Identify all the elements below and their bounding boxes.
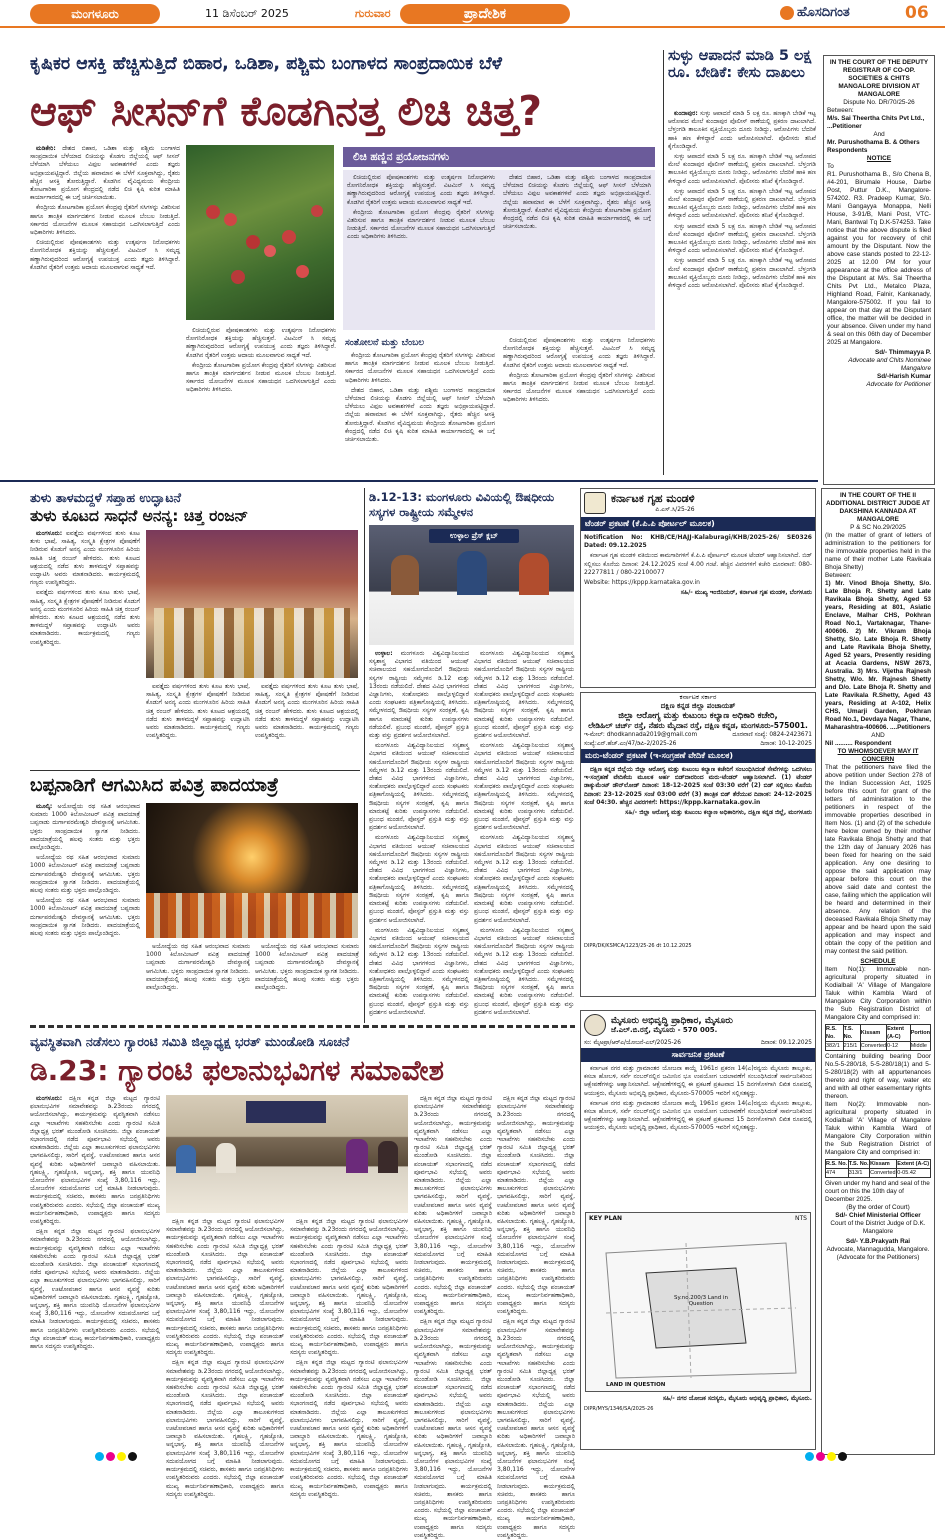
lead-body-col3 [345,337,495,475]
registration-marks-left [95,1446,139,1465]
notice1-body: R1. Purushothama B., S/o Chena B, #4-201, Birumale House, Darbe Post, Puttur D.K., Mangalore-574202. R3. Pradeep Kumar, S/o. Mani Gangayya Monappa, Nelli House, 3-91/B, Mani Post, VTC- Mani, Bantwal Tq D.K-574253. Take notice that the above dispute is filed against you for recovery of chit amount by the Disputant. Now the above case stands posted to 22-12-2025 at 12.00 PM for your appearance at the office address of the Disputant at M/s. Sai Theertha Chits Pvt Ltd., Metalco Plaza, Highland Road, Falnir, Kankanady, Mangalore-575002. If you fail to appear on that day at the Disputant office, the matter will be decided in your absence. Given under my hand & seal on this 06th day of December 2025 at Mangalore. [827,171,931,346]
tulu-kicker: ತುಳು ತಾಳಮದ್ದಳೆ ಸಪ್ತಾಹ ಉದ್ಘಾಟನೆ [30,490,181,505]
khb-ref: ಪಿ.ಎಸ್.ಸಿ/25-26 [655,506,695,513]
guarantee-body-col2 [166,1218,284,1498]
table-head-cell: T.S. No. [848,1161,869,1167]
khb-bar-text: ಟೆಂಡರ್ ಪ್ರಕಟಣೆ [585,519,629,528]
nts-label: NTS [795,1215,807,1222]
conf-body1: ಮಂಗಳೂರು ವಿಶ್ವವಿದ್ಯಾನಿಲಯದ ಸಸ್ಯಶಾಸ್ತ್ರ ವಿಭಾಗದ ವತಿಯಿಂದ ಆಯುಷ್ ಸಚಿವಾಲಯದ ಸಹಯೋಗದೊಂದಿಗೆ ಔಷಧೀಯ ಸಸ್ಯಗಳ ರಾಷ್ಟ್ರೀಯ ಸಮ್ಮೇಳನ ಡಿ.12 ಮತ್ತು 13ರಂದು ನಡೆಯಲಿದೆ. ದೇಶದ ವಿವಿಧ ಭಾಗಗಳಿಂದ ವಿಜ್ಞಾನಿಗಳು, ಸಂಶೋಧಕರು ಪಾಲ್ಗೊಳ್ಳಲಿದ್ದಾರೆ ಎಂದು ಸಂಘಟಕರು ಪತ್ರಿಕಾಗೋಷ್ಠಿಯಲ್ಲಿ ತಿಳಿಸಿದರು. ಸಮ್ಮೇಳನದಲ್ಲಿ ಔಷಧೀಯ ಸಸ್ಯಗಳ ಸಂರಕ್ಷಣೆ, ಕೃಷಿ ಹಾಗೂ ಮಾರುಕಟ್ಟೆ ಕುರಿತು ಉಪನ್ಯಾಸಗಳು ನಡೆಯಲಿವೆ. ಪ್ರಬಂಧ ಮಂಡನೆ, ಪೋಸ್ಟರ್ ಪ್ರಸ್ತುತಿ ಮತ್ತು ವಸ್ತು ಪ್ರದರ್ಶನ ಆಯೋಜಿಸಲಾಗಿದೆ. [369,650,469,740]
land-parcel [646,1268,746,1348]
guarantee-body4: ದಕ್ಷಿಣ ಕನ್ನಡ ಜಿಲ್ಲಾ ಮಟ್ಟದ ಗ್ಯಾರಂಟಿ ಫಲಾನುಭವಿಗಳ ಸಮಾವೇಶವನ್ನು ಡಿ.23ರಂದು ನಗರದಲ್ಲಿ ಆಯೋಜಿಸಲಾಗಿದ್ದು, ಕಾರ್ಯಕ್ರಮವನ್ನು ವ್ಯವಸ್ಥಿತವಾಗಿ ನಡೆಸಲು ಎಲ್ಲಾ ಇಲಾಖೆಗಳು ಸಹಕರಿಸಬೇಕು ಎಂದು ಗ್ಯಾರಂಟಿ ಸಮಿತಿ ಜಿಲ್ಲಾಧ್ಯಕ್ಷ ಭರತ್ ಮುಂಡೋಡಿ ಸೂಚಿಸಿದರು. ಜಿಲ್ಲಾ ಪಂಚಾಯತ್ ಸಭಾಂಗಣದಲ್ಲಿ ನಡೆದ ಪೂರ್ವಭಾವಿ ಸಭೆಯಲ್ಲಿ ಅವರು ಮಾತನಾಡಿದರು. ಜಿಲ್ಲೆಯ ಎಲ್ಲಾ ತಾಲೂಕುಗಳಿಂದ ಫಲಾನುಭವಿಗಳು ಭಾಗವಹಿಸಲಿದ್ದು, ಸಾರಿಗೆ ವ್ಯವಸ್ಥೆ, ಊಟೋಪಚಾರ ಹಾಗೂ ಆಸನ ವ್ಯವಸ್ಥೆ ಕುರಿತು ಅಧಿಕಾರಿಗಳಿಗೆ ಜವಾಬ್ದಾರಿ ವಹಿಸಲಾಯಿತು. ಗೃಹಲಕ್ಷ್ಮಿ, ಗೃಹಜ್ಯೋತಿ, ಅನ್ನಭಾಗ್ಯ, ಶಕ್ತಿ ಹಾಗೂ ಯುವನಿಧಿ ಯೋಜನೆಗಳ ಫಲಾನುಭವಿಗಳ ಸಂಖ್ಯೆ 3,80,116 ಇದ್ದು, ಯೋಜನೆಗಳ ಸದುಪಯೋಗದ ಬಗ್ಗೆ ಮಾಹಿತಿ ನೀಡಲಾಗುವುದು. ಕಾರ್ಯಕ್ರಮದಲ್ಲಿ ಸಚಿವರು, ಶಾಸಕರು ಹಾಗೂ ಜನಪ್ರತಿನಿಧಿಗಳು ಉಪಸ್ಥಿತರಿರುವರು ಎಂದರು. ಸಭೆಯಲ್ಲಿ ಜಿಲ್ಲಾ ಪಂಚಾಯತ್ ಮುಖ್ಯ ಕಾರ್ಯನಿರ್ವಹಣಾಧಿಕಾರಿ, ಉಪಾಧ್ಯಕ್ಷರು ಹಾಗೂ ಸದಸ್ಯರು ಉಪಸ್ಥಿತರಿದ್ದರು. [166,1359,284,1498]
lead-body2a: ಲಿಚಿಯಲ್ಲಿರುವ ಪೋಷಕಾಂಶಗಳು ಮತ್ತು ಉತ್ಕರ್ಷಣ ನಿರೋಧಕಗಳು ರೋಗನಿರೋಧಕ ಶಕ್ತಿಯನ್ನು ಹೆಚ್ಚಿಸುತ್ತವೆ. ವಿಟಮಿನ್ ಸಿ ಸಮೃದ್ಧ ಹಣ್ಣಾಗಿರುವುದರಿಂದ ಆರೋಗ್ಯಕ್ಕೆ ಉಪಯುಕ್ತ ಎಂದು ತಜ್ಞರು ತಿಳಿಸಿದ್ದಾರೆ. ಕೊಡಗಿನ ರೈತರಿಗೆ ಉತ್ತಮ ಆದಾಯ ಮೂಲವಾಗುವ ಸಾಧ್ಯತೆ ಇದೆ. [30,239,180,271]
lead-body1c: ದೇಶದ ಬಿಹಾರ, ಒಡಿಶಾ ಮತ್ತು ಪಶ್ಚಿಮ ಬಂಗಾಳದ ಸಾಂಪ್ರದಾಯಿಕ ಬೆಳೆಯಾದ ಲಿಚಿಯನ್ನು ಕೊಡಗು ಜಿಲ್ಲೆಯಲ್ಲಿ ಆಫ್ ಸೀಸನ್ ಬೆಳೆಯಾಗಿ ಬೆಳೆಯಲು ವಿಫುಲ ಅವಕಾಶಗಳಿವೆ ಎಂದು ತಜ್ಞರು ಅಭಿಪ್ರಾಯಪಟ್ಟಿದ್ದಾರೆ. ಜಿಲ್ಲೆಯ ಹವಾಮಾನ ಈ ಬೆಳೆಗೆ ಸೂಕ್ತವಾಗಿದ್ದು, ರೈತರು ಹೆಚ್ಚಿನ ಆಸಕ್ತಿ ತೋರುತ್ತಿದ್ದಾರೆ. ಕೊಡಗಿನ ವೈವಿಧ್ಯಮಯ ಕೇಂದ್ರೀಯ ತೋಟಗಾರಿಕಾ ಪ್ರಯೋಗ ಕೇಂದ್ರದಲ್ಲಿ ನಡೆದ ಲಿಚಿ ಕೃಷಿ ಕುರಿತ ಮಾಹಿತಿ ಕಾರ್ಯಾಗಾರದಲ್ಲಿ ಈ ಬಗ್ಗೆ ಚರ್ಚಿಸಲಾಯಿತು. [345,386,495,444]
section-divider-2 [30,1025,575,1028]
table-head-cell: Extent (A-C) [897,1161,930,1167]
guarantee-meeting-photo [166,1095,408,1213]
khb-body: ಕರ್ನಾಟಕ ಗೃಹ ಮಂಡಳಿ ವತಿಯಿಂದ ಕಾಮಗಾರಿಗಳಿಗೆ ಕೆ.ಪಿ.ಪಿ ಪೋರ್ಟಲ್ ಮೂಲಕ ಟೆಂಡರ್ ಆಹ್ವಾನಿಸಲಾಗಿದೆ. ಬಿಡ್ ಸಲ್ಲಿಸಲು ಕೊನೆಯ ದಿನಾಂಕ: 24.12.2025 ಸಂಜೆ 4.00 ಗಂಟೆ. ಹೆಚ್ಚಿನ ವಿವರಗಳಿಗೆ ಕಚೇರಿ ದೂರವಾಣಿ: 080-22277811 / 080-22100077 [584,552,812,576]
notice1-sign1: Sd/- Thimmayya P. [875,349,931,356]
side-headline: ಸುಳ್ಳು ಆಪಾದನೆ ಮಾಡಿ 5 ಲಕ್ಷ ರೂ. ಬೇಡಿಕೆ: ಕೇಸು ದಾಖಲು [668,48,812,81]
conf-body8: ಮಂಗಳೂರು ವಿಶ್ವವಿದ್ಯಾನಿಲಯದ ಸಸ್ಯಶಾಸ್ತ್ರ ವಿಭಾಗದ ವತಿಯಿಂದ ಆಯುಷ್ ಸಚಿವಾಲಯದ ಸಹಯೋಗದೊಂದಿಗೆ ಔಷಧೀಯ ಸಸ್ಯಗಳ ರಾಷ್ಟ್ರೀಯ ಸಮ್ಮೇಳನ ಡಿ.12 ಮತ್ತು 13ರಂದು ನಡೆಯಲಿದೆ. ದೇಶದ ವಿವಿಧ ಭಾಗಗಳಿಂದ ವಿಜ್ಞಾನಿಗಳು, ಸಂಶೋಧಕರು ಪಾಲ್ಗೊಳ್ಳಲಿದ್ದಾರೆ ಎಂದು ಸಂಘಟಕರು ಪತ್ರಿಕಾಗೋಷ್ಠಿಯಲ್ಲಿ ತಿಳಿಸಿದರು. ಸಮ್ಮೇಳನದಲ್ಲಿ ಔಷಧೀಯ ಸಸ್ಯಗಳ ಸಂರಕ್ಷಣೆ, ಕೃಷಿ ಹಾಗೂ ಮಾರುಕಟ್ಟೆ ಕುರಿತು ಉಪನ್ಯಾಸಗಳು ನಡೆಯಲಿವೆ. ಪ್ರಬಂಧ ಮಂಡನೆ, ಪೋಸ್ಟರ್ ಪ್ರಸ್ತುತಿ ಮತ್ತು ವಸ್ತು ಪ್ರದರ್ಶನ ಆಯೋಜಿಸಲಾಗಿದೆ. [474,926,574,1016]
tulu-body4: ಐವತ್ತೈದು ವರ್ಷಗಳಿಂದ ತುಳು ಕೂಟ ತುಳು ಭಾಷೆ, ಸಾಹಿತ್ಯ, ಸಂಸ್ಕೃತಿ ಕ್ಷೇತ್ರಗಳ ಪೋಷಣೆಗೆ ನೀಡಿರುವ ಕೊಡುಗೆ ಅನನ್ಯ ಎಂದು ಮಂಗಳೂರಿನ ಹಿರಿಯ ಸಾಹಿತಿ ಚಿತ್ತ ರಂಜನ್ ಹೇಳಿದರು. ತುಳು ಕೂಟದ ಆಶ್ರಯದಲ್ಲಿ ನಡೆದ ತುಳು ತಾಳಮದ್ದಳೆ ಸಪ್ತಾಹವನ್ನು ಉದ್ಘಾಟಿಸಿ ಅವರು ಮಾತನಾಡಿದರು. ಕಾರ್ಯಕ್ರಮದಲ್ಲಿ ಗಣ್ಯರು ಉಪಸ್ಥಿತರಿದ್ದರು. [255,683,359,740]
notice1-between: Between: [827,107,854,114]
notice1-court: IN THE COURT OF THE DEPUTY REGISTRAR OF CO-OP. SOCIETIES & CHITS MANGALORE DIVISION AT MANGALORE [829,59,929,98]
guarantee-body3: ದಕ್ಷಿಣ ಕನ್ನಡ ಜಿಲ್ಲಾ ಮಟ್ಟದ ಗ್ಯಾರಂಟಿ ಫಲಾನುಭವಿಗಳ ಸಮಾವೇಶವನ್ನು ಡಿ.23ರಂದು ನಗರದಲ್ಲಿ ಆಯೋಜಿಸಲಾಗಿದ್ದು, ಕಾರ್ಯಕ್ರಮವನ್ನು ವ್ಯವಸ್ಥಿತವಾಗಿ ನಡೆಸಲು ಎಲ್ಲಾ ಇಲಾಖೆಗಳು ಸಹಕರಿಸಬೇಕು ಎಂದು ಗ್ಯಾರಂಟಿ ಸಮಿತಿ ಜಿಲ್ಲಾಧ್ಯಕ್ಷ ಭರತ್ ಮುಂಡೋಡಿ ಸೂಚಿಸಿದರು. ಜಿಲ್ಲಾ ಪಂಚಾಯತ್ ಸಭಾಂಗಣದಲ್ಲಿ ನಡೆದ ಪೂರ್ವಭಾವಿ ಸಭೆಯಲ್ಲಿ ಅವರು ಮಾತನಾಡಿದರು. ಜಿಲ್ಲೆಯ ಎಲ್ಲಾ ತಾಲೂಕುಗಳಿಂದ ಫಲಾನುಭವಿಗಳು ಭಾಗವಹಿಸಲಿದ್ದು, ಸಾರಿಗೆ ವ್ಯವಸ್ಥೆ, ಊಟೋಪಚಾರ ಹಾಗೂ ಆಸನ ವ್ಯವಸ್ಥೆ ಕುರಿತು ಅಧಿಕಾರಿಗಳಿಗೆ ಜವಾಬ್ದಾರಿ ವಹಿಸಲಾಯಿತು. ಗೃಹಲಕ್ಷ್ಮಿ, ಗೃಹಜ್ಯೋತಿ, ಅನ್ನಭಾಗ್ಯ, ಶಕ್ತಿ ಹಾಗೂ ಯುವನಿಧಿ ಯೋಜನೆಗಳ ಫಲಾನುಭವಿಗಳ ಸಂಖ್ಯೆ 3,80,116 ಇದ್ದು, ಯೋಜನೆಗಳ ಸದುಪಯೋಗದ ಬಗ್ಗೆ ಮಾಹಿತಿ ನೀಡಲಾಗುವುದು. ಕಾರ್ಯಕ್ರಮದಲ್ಲಿ ಸಚಿವರು, ಶಾಸಕರು ಹಾಗೂ ಜನಪ್ರತಿನಿಧಿಗಳು ಉಪಸ್ಥಿತರಿರುವರು ಎಂದರು. ಸಭೆಯಲ್ಲಿ ಜಿಲ್ಲಾ ಪಂಚಾಯತ್ ಮುಖ್ಯ ಕಾರ್ಯನಿರ್ವಹಣಾಧಿಕಾರಿ, ಉಪಾಧ್ಯಕ್ಷರು ಹಾಗೂ ಸದಸ್ಯರು ಉಪಸ್ಥಿತರಿದ್ದರು. [166,1218,284,1357]
table-head-cell: R.S. No. [826,1025,844,1042]
notice2-body: That the petitioners have filed the above petition under Section 278 of the Indian Succession Act, 1925 before this court for grant of the letters of administration to the petitioners in respect of the immovable properties described in Item Nos. (1) and (2) of the schedule here below owned by their mother late Ravikala Bhoja Shetty and that the 12th day of January 2026 has been fixed for hearing on the said application. Any one desiring to oppose the said application may appear before this court on the above said date and contest the case, failing which the application will be heard and determined in their absence. Any relation of the deceased Ravikala Bhoja Shetty may appear and be heard upon the said application and may inspect and obtain the copy of the petition and may contest the said petition. [825,764,931,955]
table-cell: 215/1 [843,1042,860,1051]
notice2-sign2-role: Advocate, Mannagudda, Mangalore. (Advocate for the Petitioners) [826,1246,930,1261]
lead-body-col2 [186,327,336,475]
lead-kicker: ಕೃಷಿಕರ ಆಸಕ್ತಿ ಹೆಚ್ಚಿಸುತ್ತಿದೆ ಬಿಹಾರ, ಒಡಿಶಾ, ಪಶ್ಚಿಮ ಬಂಗಾಳದ ಸಾಂಪ್ರದಾಯಿಕ ಬೆಳೆ [30,54,502,74]
lead-body-col1 [30,145,180,475]
conf-body-col1 [369,650,469,1022]
litchi-photo [186,145,334,320]
guarantee-body7: ದಕ್ಷಿಣ ಕನ್ನಡ ಜಿಲ್ಲಾ ಮಟ್ಟದ ಗ್ಯಾರಂಟಿ ಫಲಾನುಭವಿಗಳ ಸಮಾವೇಶವನ್ನು ಡಿ.23ರಂದು ನಗರದಲ್ಲಿ ಆಯೋಜಿಸಲಾಗಿದ್ದು, ಕಾರ್ಯಕ್ರಮವನ್ನು ವ್ಯವಸ್ಥಿತವಾಗಿ ನಡೆಸಲು ಎಲ್ಲಾ ಇಲಾಖೆಗಳು ಸಹಕರಿಸಬೇಕು ಎಂದು ಗ್ಯಾರಂಟಿ ಸಮಿತಿ ಜಿಲ್ಲಾಧ್ಯಕ್ಷ ಭರತ್ ಮುಂಡೋಡಿ ಸೂಚಿಸಿದರು. ಜಿಲ್ಲಾ ಪಂಚಾಯತ್ ಸಭಾಂಗಣದಲ್ಲಿ ನಡೆದ ಪೂರ್ವಭಾವಿ ಸಭೆಯಲ್ಲಿ ಅವರು ಮಾತನಾಡಿದರು. ಜಿಲ್ಲೆಯ ಎಲ್ಲಾ ತಾಲೂಕುಗಳಿಂದ ಫಲಾನುಭವಿಗಳು ಭಾಗವಹಿಸಲಿದ್ದು, ಸಾರಿಗೆ ವ್ಯವಸ್ಥೆ, ಊಟೋಪಚಾರ ಹಾಗೂ ಆಸನ ವ್ಯವಸ್ಥೆ ಕುರಿತು ಅಧಿಕಾರಿಗಳಿಗೆ ಜವಾಬ್ದಾರಿ ವಹಿಸಲಾಯಿತು. ಗೃಹಲಕ್ಷ್ಮಿ, ಗೃಹಜ್ಯೋತಿ, ಅನ್ನಭಾಗ್ಯ, ಶಕ್ತಿ ಹಾಗೂ ಯುವನಿಧಿ ಯೋಜನೆಗಳ ಫಲಾನುಭವಿಗಳ ಸಂಖ್ಯೆ 3,80,116 ಇದ್ದು, ಯೋಜನೆಗಳ ಸದುಪಯೋಗದ ಬಗ್ಗೆ ಮಾಹಿತಿ ನೀಡಲಾಗುವುದು. ಕಾರ್ಯಕ್ರಮದಲ್ಲಿ ಸಚಿವರು, ಶಾಸಕರು ಹಾಗೂ ಜನಪ್ರತಿನಿಧಿಗಳು ಉಪಸ್ಥಿತರಿರುವರು ಎಂದರು. ಸಭೆಯಲ್ಲಿ ಜಿಲ್ಲಾ ಪಂಚಾಯತ್ ಮುಖ್ಯ ಕಾರ್ಯನಿರ್ವಹಣಾಧಿಕಾರಿ, ಉಪಾಧ್ಯಕ್ಷರು ಹಾಗೂ ಸದಸ್ಯರು ಉಪಸ್ಥಿತರಿದ್ದರು. [414,1095,492,1316]
tulu-body-col3 [255,683,359,765]
tender-khb [580,488,816,688]
dho-addr: ಲೇಡಿಹಿಲ್ ಚರ್ಚ್ ರಸ್ತೆ, ನೆಹರು ಮೈದಾನ ರಸ್ತೆ, ದಕ್ಷಿಣ ಕನ್ನಡ, ಮಂಗಳೂರು-575001. [588,721,808,730]
side-body4: ಸುಳ್ಳು ಆಪಾದನೆ ಮಾಡಿ 5 ಲಕ್ಷ ರೂ. ಹಣಕ್ಕಾಗಿ ಬೇಡಿಕೆ ಇಟ್ಟ ಆರೋಪದ ಮೇಲೆ ಕುಂದಾಪುರ ಪೊಲೀಸ್ ಠಾಣೆಯಲ್ಲಿ ಪ್ರಕರಣ ದಾಖಲಾಗಿದೆ. ಬೆಳ್ತಂಗಡಿ ತಾಲೂಕಿನ ವ್ಯಕ್ತಿಯೊಬ್ಬರು ದೂರು ನೀಡಿದ್ದು, ಆರೋಪಿಗಳು ಬೆದರಿಕೆ ಹಾಕಿ ಹಣ ಕೇಳಿದ್ದಾರೆ ಎಂದು ಆರೋಪಿಸಲಾಗಿದೆ. ಪೊಲೀಸರು ತನಿಖೆ ಕೈಗೊಂಡಿದ್ದಾರೆ. [668,222,816,255]
conf-body-col2 [474,650,574,1022]
side-body2: ಸುಳ್ಳು ಆಪಾದನೆ ಮಾಡಿ 5 ಲಕ್ಷ ರೂ. ಹಣಕ್ಕಾಗಿ ಬೇಡಿಕೆ ಇಟ್ಟ ಆರೋಪದ ಮೇಲೆ ಕುಂದಾಪುರ ಪೊಲೀಸ್ ಠಾಣೆಯಲ್ಲಿ ಪ್ರಕರಣ ದಾಖಲಾಗಿದೆ. ಬೆಳ್ತಂಗಡಿ ತಾಲೂಕಿನ ವ್ಯಕ್ತಿಯೊಬ್ಬರು ದೂರು ನೀಡಿದ್ದು, ಆರೋಪಿಗಳು ಬೆದರಿಕೆ ಹಾಕಿ ಹಣ ಕೇಳಿದ್ದಾರೆ ಎಂದು ಆರೋಪಿಸಲಾಗಿದೆ. ಪೊಲೀಸರು ತನಿಖೆ ಕೈಗೊಂಡಿದ್ದಾರೆ. [668,153,816,185]
key-plan-map [585,1212,811,1392]
notice1-sign2: Sd/-Harish Kumar [877,373,931,380]
tulu-body1: ಐವತ್ತೈದು ವರ್ಷಗಳಿಂದ ತುಳು ಕೂಟ ತುಳು ಭಾಷೆ, ಸಾಹಿತ್ಯ, ಸಂಸ್ಕೃತಿ ಕ್ಷೇತ್ರಗಳ ಪೋಷಣೆಗೆ ನೀಡಿರುವ ಕೊಡುಗೆ ಅನನ್ಯ ಎಂದು ಮಂಗಳೂರಿನ ಹಿರಿಯ ಸಾಹಿತಿ ಚಿತ್ತ ರಂಜನ್ ಹೇಳಿದರು. ತುಳು ಕೂಟದ ಆಶ್ರಯದಲ್ಲಿ ನಡೆದ ತುಳು ತಾಳಮದ್ದಳೆ ಸಪ್ತಾಹವನ್ನು ಉದ್ಘಾಟಿಸಿ ಅವರು ಮಾತನಾಡಿದರು. ಕಾರ್ಯಕ್ರಮದಲ್ಲಿ ಗಣ್ಯರು ಉಪಸ್ಥಿತರಿದ್ದರು. [30,530,140,587]
conf-body7: ಮಂಗಳೂರು ವಿಶ್ವವಿದ್ಯಾನಿಲಯದ ಸಸ್ಯಶಾಸ್ತ್ರ ವಿಭಾಗದ ವತಿಯಿಂದ ಆಯುಷ್ ಸಚಿವಾಲಯದ ಸಹಯೋಗದೊಂದಿಗೆ ಔಷಧೀಯ ಸಸ್ಯಗಳ ರಾಷ್ಟ್ರೀಯ ಸಮ್ಮೇಳನ ಡಿ.12 ಮತ್ತು 13ರಂದು ನಡೆಯಲಿದೆ. ದೇಶದ ವಿವಿಧ ಭಾಗಗಳಿಂದ ವಿಜ್ಞಾನಿಗಳು, ಸಂಶೋಧಕರು ಪಾಲ್ಗೊಳ್ಳಲಿದ್ದಾರೆ ಎಂದು ಸಂಘಟಕರು ಪತ್ರಿಕಾಗೋಷ್ಠಿಯಲ್ಲಿ ತಿಳಿಸಿದರು. ಸಮ್ಮೇಳನದಲ್ಲಿ ಔಷಧೀಯ ಸಸ್ಯಗಳ ಸಂರಕ್ಷಣೆ, ಕೃಷಿ ಹಾಗೂ ಮಾರುಕಟ್ಟೆ ಕುರಿತು ಉಪನ್ಯಾಸಗಳು ನಡೆಯಲಿವೆ. ಪ್ರಬಂಧ ಮಂಡನೆ, ಪೋಸ್ಟರ್ ಪ್ರಸ್ತುತಿ ಮತ್ತು ವಸ್ತು ಪ್ರದರ್ಶನ ಆಯೋಜಿಸಲಾಗಿದೆ. [474,834,574,924]
padayatra-dateline: ಮೂಲ್ಕಿ: [36,803,53,810]
benefits-box-title: ಲಿಚಿ ಹಣ್ಣಿನ ಪ್ರಯೋಜನಗಳು [343,147,655,167]
notice1-to: To [827,163,834,170]
side-body [668,110,816,475]
guarantee-body9: ದಕ್ಷಿಣ ಕನ್ನಡ ಜಿಲ್ಲಾ ಮಟ್ಟದ ಗ್ಯಾರಂಟಿ ಫಲಾನುಭವಿಗಳ ಸಮಾವೇಶವನ್ನು ಡಿ.23ರಂದು ನಗರದಲ್ಲಿ ಆಯೋಜಿಸಲಾಗಿದ್ದು, ಕಾರ್ಯಕ್ರಮವನ್ನು ವ್ಯವಸ್ಥಿತವಾಗಿ ನಡೆಸಲು ಎಲ್ಲಾ ಇಲಾಖೆಗಳು ಸಹಕರಿಸಬೇಕು ಎಂದು ಗ್ಯಾರಂಟಿ ಸಮಿತಿ ಜಿಲ್ಲಾಧ್ಯಕ್ಷ ಭರತ್ ಮುಂಡೋಡಿ ಸೂಚಿಸಿದರು. ಜಿಲ್ಲಾ ಪಂಚಾಯತ್ ಸಭಾಂಗಣದಲ್ಲಿ ನಡೆದ ಪೂರ್ವಭಾವಿ ಸಭೆಯಲ್ಲಿ ಅವರು ಮಾತನಾಡಿದರು. ಜಿಲ್ಲೆಯ ಎಲ್ಲಾ ತಾಲೂಕುಗಳಿಂದ ಫಲಾನುಭವಿಗಳು ಭಾಗವಹಿಸಲಿದ್ದು, ಸಾರಿಗೆ ವ್ಯವಸ್ಥೆ, ಊಟೋಪಚಾರ ಹಾಗೂ ಆಸನ ವ್ಯವಸ್ಥೆ ಕುರಿತು ಅಧಿಕಾರಿಗಳಿಗೆ ಜವಾಬ್ದಾರಿ ವಹಿಸಲಾಯಿತು. ಗೃಹಲಕ್ಷ್ಮಿ, ಗೃಹಜ್ಯೋತಿ, ಅನ್ನಭಾಗ್ಯ, ಶಕ್ತಿ ಹಾಗೂ ಯುವನಿಧಿ ಯೋಜನೆಗಳ ಫಲಾನುಭವಿಗಳ ಸಂಖ್ಯೆ 3,80,116 ಇದ್ದು, ಯೋಜನೆಗಳ ಸದುಪಯೋಗದ ಬಗ್ಗೆ ಮಾಹಿತಿ ನೀಡಲಾಗುವುದು. ಕಾರ್ಯಕ್ರಮದಲ್ಲಿ ಸಚಿವರು, ಶಾಸಕರು ಹಾಗೂ ಜನಪ್ರತಿನಿಧಿಗಳು ಉಪಸ್ಥಿತರಿರುವರು ಎಂದರು. ಸಭೆಯಲ್ಲಿ ಜಿಲ್ಲಾ ಪಂಚಾಯತ್ ಮುಖ್ಯ ಕಾರ್ಯನಿರ್ವಹಣಾಧಿಕಾರಿ, ಉಪಾಧ್ಯಕ್ಷರು ಹಾಗೂ ಸದಸ್ಯರು ಉಪಸ್ಥಿತರಿದ್ದರು. [497,1095,575,1316]
guarantee-body10: ದಕ್ಷಿಣ ಕನ್ನಡ ಜಿಲ್ಲಾ ಮಟ್ಟದ ಗ್ಯಾರಂಟಿ ಫಲಾನುಭವಿಗಳ ಸಮಾವೇಶವನ್ನು ಡಿ.23ರಂದು ನಗರದಲ್ಲಿ ಆಯೋಜಿಸಲಾಗಿದ್ದು, ಕಾರ್ಯಕ್ರಮವನ್ನು ವ್ಯವಸ್ಥಿತವಾಗಿ ನಡೆಸಲು ಎಲ್ಲಾ ಇಲಾಖೆಗಳು ಸಹಕರಿಸಬೇಕು ಎಂದು ಗ್ಯಾರಂಟಿ ಸಮಿತಿ ಜಿಲ್ಲಾಧ್ಯಕ್ಷ ಭರತ್ ಮುಂಡೋಡಿ ಸೂಚಿಸಿದರು. ಜಿಲ್ಲಾ ಪಂಚಾಯತ್ ಸಭಾಂಗಣದಲ್ಲಿ ನಡೆದ ಪೂರ್ವಭಾವಿ ಸಭೆಯಲ್ಲಿ ಅವರು ಮಾತನಾಡಿದರು. ಜಿಲ್ಲೆಯ ಎಲ್ಲಾ ತಾಲೂಕುಗಳಿಂದ ಫಲಾನುಭವಿಗಳು ಭಾಗವಹಿಸಲಿದ್ದು, ಸಾರಿಗೆ ವ್ಯವಸ್ಥೆ, ಊಟೋಪಚಾರ ಹಾಗೂ ಆಸನ ವ್ಯವಸ್ಥೆ ಕುರಿತು ಅಧಿಕಾರಿಗಳಿಗೆ ಜವಾಬ್ದಾರಿ ವಹಿಸಲಾಯಿತು. ಗೃಹಲಕ್ಷ್ಮಿ, ಗೃಹಜ್ಯೋತಿ, ಅನ್ನಭಾಗ್ಯ, ಶಕ್ತಿ ಹಾಗೂ ಯುವನಿಧಿ ಯೋಜನೆಗಳ ಫಲಾನುಭವಿಗಳ ಸಂಖ್ಯೆ 3,80,116 ಇದ್ದು, ಯೋಜನೆಗಳ ಸದುಪಯೋಗದ ಬಗ್ಗೆ ಮಾಹಿತಿ ನೀಡಲಾಗುವುದು. ಕಾರ್ಯಕ್ರಮದಲ್ಲಿ ಸಚಿವರು, ಶಾಸಕರು ಹಾಗೂ ಜನಪ್ರತಿನಿಧಿಗಳು ಉಪಸ್ಥಿತರಿರುವರು ಎಂದರು. ಸಭೆಯಲ್ಲಿ ಜಿಲ್ಲಾ ಪಂಚಾಯತ್ ಮುಖ್ಯ ಕಾರ್ಯನಿರ್ವಹಣಾಧಿಕಾರಿ, ಉಪಾಧ್ಯಕ್ಷರು ಹಾಗೂ ಸದಸ್ಯರು ಉಪಸ್ಥಿತರಿದ್ದರು. [497,1318,575,1539]
padayatra-body4: ಅಯೋಧ್ಯೆಯ ರಥ ಸಹಿತ ಆರಂಭವಾದ ಸುಮಾರು 1000 ಕಿಲೋಮೀಟರ್ ಪವಿತ್ರ ಪಾದಯಾತ್ರೆ ಬಪ್ಪನಾಡು ದುರ್ಗಾಪರಮೇಶ್ವರಿ ದೇವಸ್ಥಾನಕ್ಕೆ ಆಗಮಿಸಿತು. ಭಕ್ತರು ಸಾಂಪ್ರದಾಯಿಕ ಸ್ವಾಗತ ನೀಡಿದರು. ಪಾದಯಾತ್ರೆಯಲ್ಲಿ ಹಲವು ಸಂತರು ಮತ್ತು ಭಕ್ತರು ಪಾಲ್ಗೊಂಡಿದ್ದರು. [146,943,250,992]
table-row [826,1169,931,1178]
guarantee-body2: ದಕ್ಷಿಣ ಕನ್ನಡ ಜಿಲ್ಲಾ ಮಟ್ಟದ ಗ್ಯಾರಂಟಿ ಫಲಾನುಭವಿಗಳ ಸಮಾವೇಶವನ್ನು ಡಿ.23ರಂದು ನಗರದಲ್ಲಿ ಆಯೋಜಿಸಲಾಗಿದ್ದು, ಕಾರ್ಯಕ್ರಮವನ್ನು ವ್ಯವಸ್ಥಿತವಾಗಿ ನಡೆಸಲು ಎಲ್ಲಾ ಇಲಾಖೆಗಳು ಸಹಕರಿಸಬೇಕು ಎಂದು ಗ್ಯಾರಂಟಿ ಸಮಿತಿ ಜಿಲ್ಲಾಧ್ಯಕ್ಷ ಭರತ್ ಮುಂಡೋಡಿ ಸೂಚಿಸಿದರು. ಜಿಲ್ಲಾ ಪಂಚಾಯತ್ ಸಭಾಂಗಣದಲ್ಲಿ ನಡೆದ ಪೂರ್ವಭಾವಿ ಸಭೆಯಲ್ಲಿ ಅವರು ಮಾತನಾಡಿದರು. ಜಿಲ್ಲೆಯ ಎಲ್ಲಾ ತಾಲೂಕುಗಳಿಂದ ಫಲಾನುಭವಿಗಳು ಭಾಗವಹಿಸಲಿದ್ದು, ಸಾರಿಗೆ ವ್ಯವಸ್ಥೆ, ಊಟೋಪಚಾರ ಹಾಗೂ ಆಸನ ವ್ಯವಸ್ಥೆ ಕುರಿತು ಅಧಿಕಾರಿಗಳಿಗೆ ಜವಾಬ್ದಾರಿ ವಹಿಸಲಾಯಿತು. ಗೃಹಲಕ್ಷ್ಮಿ, ಗೃಹಜ್ಯೋತಿ, ಅನ್ನಭಾಗ್ಯ, ಶಕ್ತಿ ಹಾಗೂ ಯುವನಿಧಿ ಯೋಜನೆಗಳ ಫಲಾನುಭವಿಗಳ ಸಂಖ್ಯೆ 3,80,116 ಇದ್ದು, ಯೋಜನೆಗಳ ಸದುಪಯೋಗದ ಬಗ್ಗೆ ಮಾಹಿತಿ ನೀಡಲಾಗುವುದು. ಕಾರ್ಯಕ್ರಮದಲ್ಲಿ ಸಚಿವರು, ಶಾಸಕರು ಹಾಗೂ ಜನಪ್ರತಿನಿಧಿಗಳು ಉಪಸ್ಥಿತರಿರುವರು ಎಂದರು. ಸಭೆಯಲ್ಲಿ ಜಿಲ್ಲಾ ಪಂಚಾಯತ್ ಮುಖ್ಯ ಕಾರ್ಯನಿರ್ವಹಣಾಧಿಕಾರಿ, ಉಪಾಧ್ಯಕ್ಷರು ಹಾಗೂ ಸದಸ್ಯರು ಉಪಸ್ಥಿತರಿದ್ದರು. [30,1228,160,1351]
mda-org: ಮೈಸೂರು ಅಭಿವೃದ್ಧಿ ಪ್ರಾಧಿಕಾರ, ಮೈಸೂರು [611,1015,733,1026]
table-cell: 0-05.42 [897,1169,931,1178]
table-row [826,1160,931,1169]
dho-bar-sub: (ಇ-ಸಂಗ್ರಹಣೆ ವೇದಿಕೆ ಮೂಲಕ) [649,751,734,760]
notice1-dispute: Dispute No. DR/70/25-26 [843,99,915,106]
paper-name: ಹೊಸದಿಗಂತ [797,5,850,20]
notice2-schedule: SCHEDULE [860,958,896,965]
guarantee-kicker: ವ್ಯವಸ್ಥಿತವಾಗಿ ನಡೆಸಲು ಗ್ಯಾರಂಟಿ ಸಮಿತಿ ಜಿಲ್ಲಾಧ್ಯಕ್ಷ ಭರತ್ ಮುಂಡೋಡಿ ಸೂಚನೆ [30,1034,350,1049]
padayatra-body-col2 [146,943,250,1020]
side-body1: ಸುಳ್ಳು ಆಪಾದನೆ ಮಾಡಿ 5 ಲಕ್ಷ ರೂ. ಹಣಕ್ಕಾಗಿ ಬೇಡಿಕೆ ಇಟ್ಟ ಆರೋಪದ ಮೇಲೆ ಕುಂದಾಪುರ ಪೊಲೀಸ್ ಠಾಣೆಯಲ್ಲಿ ಪ್ರಕರಣ ದಾಖಲಾಗಿದೆ. ಬೆಳ್ತಂಗಡಿ ತಾಲೂಕಿನ ವ್ಯಕ್ತಿಯೊಬ್ಬರು ದೂರು ನೀಡಿದ್ದು, ಆರೋಪಿಗಳು ಬೆದರಿಕೆ ಹಾಕಿ ಹಣ ಕೇಳಿದ್ದಾರೆ ಎಂದು ಆರೋಪಿಸಲಾಗಿದೆ. ಪೊಲೀಸರು ತನಿಖೆ ಕೈಗೊಂಡಿದ್ದಾರೆ. [668,110,816,150]
mysore-notice [580,1010,816,1450]
tulu-body-col1 [30,530,140,765]
mda-bar: ಸಾರ್ವಜನಿಕ ಪ್ರಕಟಣೆ [581,1048,815,1062]
khb-bar-sub: (ಕೆ.ಪಿ.ಪಿ ಪೋರ್ಟಲ್ ಮೂಲಕ) [631,519,715,528]
column-rule [663,50,664,475]
court-notice-succession [821,488,935,1455]
weekday: ಗುರುವಾರ [355,7,391,20]
notice2-sign1: Sd/- Chief Ministerial Officer [835,1212,921,1219]
black-dot [838,1452,847,1461]
table-cell: 382/1 [826,1042,844,1051]
table-head-cell: Kissam [870,1160,897,1169]
issue-date: 11 ಡಿಸೆಂಬರ್ 2025 [205,7,289,20]
tender-dho [580,692,816,997]
notice2-item1-more: Containing building bearing Door No.5-5-280/18, 5-5-280/18(1) and 5-5-280/18(2) with all appurtenances thereto and right of way, water etc and with all other easementary rights thereon. [825,1053,931,1100]
dho-bar-text: ಮರು-ಟೆಂಡರ್ ಪ್ರಕಟಣೆ [585,751,647,760]
notice1-party2: Mr. Purushothama B. & Others Respondents [827,139,920,154]
notice2-parties: 1) Mr. Vinod Bhoja Shetty, S/o. Late Bhoja R. Shetty and Late Ravikala Bhoja Shetty, Aged 53 years, Residing at 801, Asiatic Enclave, Malhar CHS, Pokhran Road No.1, Vartaknagar, Thane-400606. 2) Mr. Vikram Bhoja Shetty, S/o. Late Bhoja R. Shetty and Late Ravikala Bhoja Shetty, Aged 52 years, Presently residing at Acacia Gardens, NSW 2673, Australia. 3) Mrs. Vijetha Rajnesh Shetty, W/o. Mr. Rajnesh Shetty and D/o. Late Bhoja R. Shetty and Late Ravikala R.Shetty, Aged 43 years, Residing at A-102, Helix CHS, Umarji Garden, Pokhran Road No.1, Devdaya Nagar, Thane, Maharashtra-400606. ....Petitioners [825,580,931,731]
lead-body3a: ಕೇಂದ್ರೀಯ ತೋಟಗಾರಿಕಾ ಪ್ರಯೋಗ ಕೇಂದ್ರವು ರೈತರಿಗೆ ಸಸಿಗಳನ್ನು ವಿತರಿಸುವ ಹಾಗೂ ತಾಂತ್ರಿಕ ಮಾರ್ಗದರ್ಶನ ನೀಡುವ ಮೂಲಕ ಬೆಂಬಲ ನೀಡುತ್ತಿದೆ. ಸರ್ಕಾರದ ಯೋಜನೆಗಳ ಮೂಲಕ ಸಹಾಯಧನ ಒದಗಿಸಲಾಗುತ್ತಿದೆ ಎಂದು ಅಧಿಕಾರಿಗಳು ತಿಳಿಸಿದರು. [30,204,180,237]
tulu-headline: ತುಳು ಕೂಟದ ಸಾಧನೆ ಅನನ್ಯ: ಚಿತ್ತ ರಂಜನ್ [30,507,249,525]
table-cell: Converted [860,1043,887,1049]
guarantee-body-col5 [497,1095,575,1539]
schedule-table-2 [825,1159,931,1178]
guarantee-dateline: ಮಂಗಳೂರು: [36,1095,63,1102]
padayatra-body5: ಅಯೋಧ್ಯೆಯ ರಥ ಸಹಿತ ಆರಂಭವಾದ ಸುಮಾರು 1000 ಕಿಲೋಮೀಟರ್ ಪವಿತ್ರ ಪಾದಯಾತ್ರೆ ಬಪ್ಪನಾಡು ದುರ್ಗಾಪರಮೇಶ್ವರಿ ದೇವಸ್ಥಾನಕ್ಕೆ ಆಗಮಿಸಿತು. ಭಕ್ತರು ಸಾಂಪ್ರದಾಯಿಕ ಸ್ವಾಗತ ನೀಡಿದರು. ಪಾದಯಾತ್ರೆಯಲ್ಲಿ ಹಲವು ಸಂತರು ಮತ್ತು ಭಕ್ತರು ಪಾಲ್ಗೊಂಡಿದ್ದರು. [255,943,359,992]
land-label: LAND IN QUESTION [606,1382,666,1388]
registration-marks-right [805,1446,849,1465]
dho-top: ಕರ್ನಾಟಕ ಸರ್ಕಾರ [679,693,717,701]
khb-bar [581,517,815,531]
dho-ref: ಸಂಖ್ಯೆ:ಎನ್.ಹೆಚ್.ಎಂ/47/ಡಿಪಿ-2/2025-26 [584,741,677,747]
guarantee-body-col4 [414,1095,492,1539]
notice2-nil: Nil .......... Respondent [825,740,892,747]
notice1-sign2-role: Advocate for Petitioner [866,381,931,388]
khb-notification: Notification No: KHB/CE/HAJJ-Kalaburagi/KHB/2025-26/ SE0326 Dated: 09.12.2025 [584,534,812,550]
table-head-cell: Portion [910,1025,930,1042]
lead-body2d: ಲಿಚಿಯಲ್ಲಿರುವ ಪೋಷಕಾಂಶಗಳು ಮತ್ತು ಉತ್ಕರ್ಷಣ ನಿರೋಧಕಗಳು ರೋಗನಿರೋಧಕ ಶಕ್ತಿಯನ್ನು ಹೆಚ್ಚಿಸುತ್ತವೆ. ವಿಟಮಿನ್ ಸಿ ಸಮೃದ್ಧ ಹಣ್ಣಾಗಿರುವುದರಿಂದ ಆರೋಗ್ಯಕ್ಕೆ ಉಪಯುಕ್ತ ಎಂದು ತಜ್ಞರು ತಿಳಿಸಿದ್ದಾರೆ. ಕೊಡಗಿನ ರೈತರಿಗೆ ಉತ್ತಮ ಆದಾಯ ಮೂಲವಾಗುವ ಸಾಧ್ಯತೆ ಇದೆ. [503,337,655,369]
conf-headline: ಡಿ.12-13: ಮಂಗಳೂರು ವಿವಿಯಲ್ಲಿ ಔಷಧೀಯ ಸಸ್ಯಗಳ ರಾಷ್ಟ್ರೀಯ ಸಮ್ಮೇಳನ [369,490,555,519]
notice2-case: P & SC No.29/2025 [850,524,906,531]
khb-website: Website: https://kppp.karnataka.gov.in [584,579,700,587]
benefits-text-2: ಕೇಂದ್ರೀಯ ತೋಟಗಾರಿಕಾ ಪ್ರಯೋಗ ಕೇಂದ್ರವು ರೈತರಿಗೆ ಸಸಿಗಳನ್ನು ವಿತರಿಸುವ ಹಾಗೂ ತಾಂತ್ರಿಕ ಮಾರ್ಗದರ್ಶನ ನೀಡುವ ಮೂಲಕ ಬೆಂಬಲ ನೀಡುತ್ತಿದೆ. ಸರ್ಕಾರದ ಯೋಜನೆಗಳ ಮೂಲಕ ಸಹಾಯಧನ ಒದಗಿಸಲಾಗುತ್ತಿದೆ ಎಂದು ಅಧಿಕಾರಿಗಳು ತಿಳಿಸಿದರು. [347,208,495,241]
padayatra-headline: ಬಪ್ಪನಾಡಿಗೆ ಆಗಮಿಸಿದ ಪವಿತ್ರ ಪಾದಯಾತ್ರೆ [30,775,279,796]
dho-code: DIPR/DK/KSMCA/1223/25-26 dt 10.12.2025 [584,943,692,949]
sy-label: Sy.no.200/3 Land in Question [674,1295,728,1307]
table-head-cell: Kissam [860,1025,886,1042]
lead-subhead: ಸಂತೋಲನೆ ಮತ್ತು ಬೆಂಬಲ [345,338,425,348]
conf-body4: ಮಂಗಳೂರು ವಿಶ್ವವಿದ್ಯಾನಿಲಯದ ಸಸ್ಯಶಾಸ್ತ್ರ ವಿಭಾಗದ ವತಿಯಿಂದ ಆಯುಷ್ ಸಚಿವಾಲಯದ ಸಹಯೋಗದೊಂದಿಗೆ ಔಷಧೀಯ ಸಸ್ಯಗಳ ರಾಷ್ಟ್ರೀಯ ಸಮ್ಮೇಳನ ಡಿ.12 ಮತ್ತು 13ರಂದು ನಡೆಯಲಿದೆ. ದೇಶದ ವಿವಿಧ ಭಾಗಗಳಿಂದ ವಿಜ್ಞಾನಿಗಳು, ಸಂಶೋಧಕರು ಪಾಲ್ಗೊಳ್ಳಲಿದ್ದಾರೆ ಎಂದು ಸಂಘಟಕರು ಪತ್ರಿಕಾಗೋಷ್ಠಿಯಲ್ಲಿ ತಿಳಿಸಿದರು. ಸಮ್ಮೇಳನದಲ್ಲಿ ಔಷಧೀಯ ಸಸ್ಯಗಳ ಸಂರಕ್ಷಣೆ, ಕೃಷಿ ಹಾಗೂ ಮಾರುಕಟ್ಟೆ ಕುರಿತು ಉಪನ್ಯಾಸಗಳು ನಡೆಯಲಿವೆ. ಪ್ರಬಂಧ ಮಂಡನೆ, ಪೋಸ್ಟರ್ ಪ್ರಸ್ತುತಿ ಮತ್ತು ವಸ್ತು ಪ್ರದರ್ಶನ ಆಯೋಜಿಸಲಾಗಿದೆ. [369,926,469,1016]
schedule-table-1 [825,1024,931,1051]
mda-body1: ಕರ್ನಾಟಕ ನಗರ ಮತ್ತು ಗ್ರಾಮಾಂತರ ಯೋಜನಾ ಕಾಯ್ದೆ 1961ರ ಪ್ರಕರಣ 14(ಎ)ರನ್ವಯ ಮೈಸೂರು ತಾಲ್ಲೂಕು, ಕಸಬಾ ಹೋಬಳಿ, ಸರ್ವೆ ನಂಬರ್‌ನಲ್ಲಿನ ಜಮೀನಿನ ಭೂ ಉಪಯೋಗ ಬದಲಾವಣೆಗೆ ಸಂಬಂಧಿಸಿದಂತೆ ಸಾರ್ವಜನಿಕರಿಂದ ಆಕ್ಷೇಪಣೆಗಳನ್ನು ಆಹ್ವಾನಿಸಲಾಗಿದೆ. ಆಕ್ಷೇಪಣೆಗಳಿದ್ದಲ್ಲಿ ಈ ಪ್ರಕಟಣೆ ಪ್ರಕಟವಾದ 15 ದಿನಗಳೊಳಗಾಗಿ ಲಿಖಿತ ರೂಪದಲ್ಲಿ ಆಯುಕ್ತರು, ಮೈಸೂರು ಅಭಿವೃದ್ಧಿ ಪ್ರಾಧಿಕಾರ, ಮೈಸೂರು-570005 ಇವರಿಗೆ ಸಲ್ಲಿಸತಕ್ಕದ್ದು. [584,1065,812,1097]
tulu-event-photo [146,530,358,678]
guarantee-headline: ಡಿ.23: ಗ್ಯಾರಂಟಿ ಫಲಾನುಭವಿಗಳ ಸಮಾವೇಶ [30,1054,444,1087]
mda-sign: ಸಹಿ/- ನಗರ ಯೋಜಕ ಸದಸ್ಯರು, ಮೈಸೂರು ಅಭಿವೃದ್ಧಿ ಪ್ರಾಧಿಕಾರ, ಮೈಸೂರು. [662,1395,812,1402]
conf-body5: ಮಂಗಳೂರು ವಿಶ್ವವಿದ್ಯಾನಿಲಯದ ಸಸ್ಯಶಾಸ್ತ್ರ ವಿಭಾಗದ ವತಿಯಿಂದ ಆಯುಷ್ ಸಚಿವಾಲಯದ ಸಹಯೋಗದೊಂದಿಗೆ ಔಷಧೀಯ ಸಸ್ಯಗಳ ರಾಷ್ಟ್ರೀಯ ಸಮ್ಮೇಳನ ಡಿ.12 ಮತ್ತು 13ರಂದು ನಡೆಯಲಿದೆ. ದೇಶದ ವಿವಿಧ ಭಾಗಗಳಿಂದ ವಿಜ್ಞಾನಿಗಳು, ಸಂಶೋಧಕರು ಪಾಲ್ಗೊಳ್ಳಲಿದ್ದಾರೆ ಎಂದು ಸಂಘಟಕರು ಪತ್ರಿಕಾಗೋಷ್ಠಿಯಲ್ಲಿ ತಿಳಿಸಿದರು. ಸಮ್ಮೇಳನದಲ್ಲಿ ಔಷಧೀಯ ಸಸ್ಯಗಳ ಸಂರಕ್ಷಣೆ, ಕೃಷಿ ಹಾಗೂ ಮಾರುಕಟ್ಟೆ ಕುರಿತು ಉಪನ್ಯಾಸಗಳು ನಡೆಯಲಿವೆ. ಪ್ರಬಂಧ ಮಂಡನೆ, ಪೋಸ್ಟರ್ ಪ್ರಸ್ತುತಿ ಮತ್ತು ವಸ್ತು ಪ್ರದರ್ಶನ ಆಯೋಜಿಸಲಾಗಿದೆ. [474,650,574,740]
lead-body-col4 [503,337,655,475]
table-row [826,1025,931,1042]
notice2-by-order: (By the order of Court) [846,1204,910,1211]
table-head-cell: R.S. No. [826,1161,848,1167]
guarantee-body-col3 [290,1218,408,1498]
section-tag: ಪ್ರಾದೇಶಿಕ [400,4,570,24]
notice2-to: TO WHOMSOEVER MAY IT CONCERN [837,748,919,763]
benefits-box-body [343,170,655,330]
notice1-party1: M/s. Sai Theertha Chits Pvt Ltd., ...Petitioner [827,115,925,130]
mda-emblem-icon [584,1014,606,1036]
benefits-text-3: ದೇಶದ ಬಿಹಾರ, ಒಡಿಶಾ ಮತ್ತು ಪಶ್ಚಿಮ ಬಂಗಾಳದ ಸಾಂಪ್ರದಾಯಿಕ ಬೆಳೆಯಾದ ಲಿಚಿಯನ್ನು ಕೊಡಗು ಜಿಲ್ಲೆಯಲ್ಲಿ ಆಫ್ ಸೀಸನ್ ಬೆಳೆಯಾಗಿ ಬೆಳೆಯಲು ವಿಫುಲ ಅವಕಾಶಗಳಿವೆ ಎಂದು ತಜ್ಞರು ಅಭಿಪ್ರಾಯಪಟ್ಟಿದ್ದಾರೆ. ಜಿಲ್ಲೆಯ ಹವಾಮಾನ ಈ ಬೆಳೆಗೆ ಸೂಕ್ತವಾಗಿದ್ದು, ರೈತರು ಹೆಚ್ಚಿನ ಆಸಕ್ತಿ ತೋರುತ್ತಿದ್ದಾರೆ. ಕೊಡಗಿನ ವೈವಿಧ್ಯಮಯ ಕೇಂದ್ರೀಯ ತೋಟಗಾರಿಕಾ ಪ್ರಯೋಗ ಕೇಂದ್ರದಲ್ಲಿ ನಡೆದ ಲಿಚಿ ಕೃಷಿ ಕುರಿತ ಮಾಹಿತಿ ಕಾರ್ಯಾಗಾರದಲ್ಲಿ ಈ ಬಗ್ಗೆ ಚರ್ಚಿಸಲಾಯಿತು. [503,174,651,231]
table-head-cell: Extent (A-C) [887,1025,911,1042]
notice2-intro: (In the matter of grant of letters of administration to the petitioners for the immovable properties held in the name of their mother Late Ravikala Bhoja Shetty) [825,532,931,571]
side-body5: ಸುಳ್ಳು ಆಪಾದನೆ ಮಾಡಿ 5 ಲಕ್ಷ ರೂ. ಹಣಕ್ಕಾಗಿ ಬೇಡಿಕೆ ಇಟ್ಟ ಆರೋಪದ ಮೇಲೆ ಕುಂದಾಪುರ ಪೊಲೀಸ್ ಠಾಣೆಯಲ್ಲಿ ಪ್ರಕರಣ ದಾಖಲಾಗಿದೆ. ಬೆಳ್ತಂಗಡಿ ತಾಲೂಕಿನ ವ್ಯಕ್ತಿಯೊಬ್ಬರು ದೂರು ನೀಡಿದ್ದು, ಆರೋಪಿಗಳು ಬೆದರಿಕೆ ಹಾಕಿ ಹಣ ಕೇಳಿದ್ದಾರೆ ಎಂದು ಆರೋಪಿಸಲಾಗಿದೆ. ಪೊಲೀಸರು ತನಿಖೆ ಕೈಗೊಂಡಿದ್ದಾರೆ. [668,257,816,290]
mda-date: ದಿನಾಂಕ: 09.12.2025 [760,1040,812,1046]
dho-sign: ಸಹಿ/- ಜಿಲ್ಲಾ ಆರೋಗ್ಯ ಮತ್ತು ಕುಟುಂಬ ಕಲ್ಯಾಣ ಅಧಿಕಾರಿಗಳು, ದಕ್ಷಿಣ ಕನ್ನಡ ಜಿಲ್ಲೆ, ಮಂಗಳೂರು [625,809,812,817]
table-cell: 474 [826,1169,849,1178]
notice2-court: IN THE COURT OF THE II ADDITIONAL DISTRICT JUDGE AT DAKSHINA KANNADA AT MANGALORE [826,492,930,523]
lead-body3c: ಕೇಂದ್ರೀಯ ತೋಟಗಾರಿಕಾ ಪ್ರಯೋಗ ಕೇಂದ್ರವು ರೈತರಿಗೆ ಸಸಿಗಳನ್ನು ವಿತರಿಸುವ ಹಾಗೂ ತಾಂತ್ರಿಕ ಮಾರ್ಗದರ್ಶನ ನೀಡುವ ಮೂಲಕ ಬೆಂಬಲ ನೀಡುತ್ತಿದೆ. ಸರ್ಕಾರದ ಯೋಜನೆಗಳ ಮೂಲಕ ಸಹಾಯಧನ ಒದಗಿಸಲಾಗುತ್ತಿದೆ ಎಂದು ಅಧಿಕಾರಿಗಳು ತಿಳಿಸಿದರು. [345,352,495,384]
benefits-text: ಲಿಚಿಯಲ್ಲಿರುವ ಪೋಷಕಾಂಶಗಳು ಮತ್ತು ಉತ್ಕರ್ಷಣ ನಿರೋಧಕಗಳು ರೋಗನಿರೋಧಕ ಶಕ್ತಿಯನ್ನು ಹೆಚ್ಚಿಸುತ್ತವೆ. ವಿಟಮಿನ್ ಸಿ ಸಮೃದ್ಧ ಹಣ್ಣಾಗಿರುವುದರಿಂದ ಆರೋಗ್ಯಕ್ಕೆ ಉಪಯುಕ್ತ ಎಂದು ತಜ್ಞರು ತಿಳಿಸಿದ್ದಾರೆ. ಕೊಡಗಿನ ರೈತರಿಗೆ ಉತ್ತಮ ಆದಾಯ ಮೂಲವಾಗುವ ಸಾಧ್ಯತೆ ಇದೆ. [347,174,495,206]
logo-icon [780,6,794,20]
dho-body: ದಕ್ಷಿಣ ಕನ್ನಡ ಜಿಲ್ಲೆಯ ಜಿಲ್ಲಾ ಆರೋಗ್ಯ ಮತ್ತು ಕುಟುಂಬ ಕಲ್ಯಾಣ ಕಚೇರಿಗೆ ಸಂಬಂಧಿಸಿದಂತೆ ಸೇವೆಗಳನ್ನು ಒದಗಿಸಲು ಇ-ಸಂಗ್ರಹಣೆ ವೇದಿಕೆಯ ಮೂಲಕ ಅರ್ಹ ಬಿಡ್‌ದಾರರಿಂದ ಮರು-ಟೆಂಡರ್ ಆಹ್ವಾನಿಸಲಾಗಿದೆ. (1) ಟೆಂಡರ್ ಡಾಕ್ಯುಮೆಂಟ್ ಡೌನ್‌ಲೋಡ್ ದಿನಾಂಕ: 18-12-2025 ಸಂಜೆ 03:30 ವರೆಗೆ (2) ಬಿಡ್ ಸಲ್ಲಿಸಲು ಕೊನೆಯ ದಿನಾಂಕ: 23-12-2025 ಸಂಜೆ 03:00 ವರೆಗೆ (3) ತಾಂತ್ರಿಕ ಬಿಡ್ ತೆರೆಯುವ ದಿನಾಂಕ: 24-12-2025 ಸಂಜೆ 04:30. ಹೆಚ್ಚಿನ ವಿವರಗಳಿಗೆ: https://kppp.karnataka.gov.in [584,766,812,806]
padayatra-body1: ಅಯೋಧ್ಯೆಯ ರಥ ಸಹಿತ ಆರಂಭವಾದ ಸುಮಾರು 1000 ಕಿಲೋಮೀಟರ್ ಪವಿತ್ರ ಪಾದಯಾತ್ರೆ ಬಪ್ಪನಾಡು ದುರ್ಗಾಪರಮೇಶ್ವರಿ ದೇವಸ್ಥಾನಕ್ಕೆ ಆಗಮಿಸಿತು. ಭಕ್ತರು ಸಾಂಪ್ರದಾಯಿಕ ಸ್ವಾಗತ ನೀಡಿದರು. ಪಾದಯಾತ್ರೆಯಲ್ಲಿ ಹಲವು ಸಂತರು ಮತ್ತು ಭಕ್ತರು ಪಾಲ್ಗೊಂಡಿದ್ದರು. [30,803,140,852]
conf-body3: ಮಂಗಳೂರು ವಿಶ್ವವಿದ್ಯಾನಿಲಯದ ಸಸ್ಯಶಾಸ್ತ್ರ ವಿಭಾಗದ ವತಿಯಿಂದ ಆಯುಷ್ ಸಚಿವಾಲಯದ ಸಹಯೋಗದೊಂದಿಗೆ ಔಷಧೀಯ ಸಸ್ಯಗಳ ರಾಷ್ಟ್ರೀಯ ಸಮ್ಮೇಳನ ಡಿ.12 ಮತ್ತು 13ರಂದು ನಡೆಯಲಿದೆ. ದೇಶದ ವಿವಿಧ ಭಾಗಗಳಿಂದ ವಿಜ್ಞಾನಿಗಳು, ಸಂಶೋಧಕರು ಪಾಲ್ಗೊಳ್ಳಲಿದ್ದಾರೆ ಎಂದು ಸಂಘಟಕರು ಪತ್ರಿಕಾಗೋಷ್ಠಿಯಲ್ಲಿ ತಿಳಿಸಿದರು. ಸಮ್ಮೇಳನದಲ್ಲಿ ಔಷಧೀಯ ಸಸ್ಯಗಳ ಸಂರಕ್ಷಣೆ, ಕೃಷಿ ಹಾಗೂ ಮಾರುಕಟ್ಟೆ ಕುರಿತು ಉಪನ್ಯಾಸಗಳು ನಡೆಯಲಿವೆ. ಪ್ರಬಂಧ ಮಂಡನೆ, ಪೋಸ್ಟರ್ ಪ್ರಸ್ತುತಿ ಮತ್ತು ವಸ್ತು ಪ್ರದರ್ಶನ ಆಯೋಜಿಸಲಾಗಿದೆ. [369,834,469,924]
mda-ref-row [581,1039,815,1048]
mda-ref: ಸಂ: ಮೈಅಪ್ರಾ/ಆರ್‌ಎ/ಯೋಜನೆ-ಎಲ್/2025-26 [584,1040,681,1046]
section-divider [0,480,818,482]
notice2-between: Between: [825,572,852,579]
mda-code: DIPR/MYS/1346/SA/2025-26 [584,1406,654,1413]
cyan-dot [805,1452,814,1461]
dho-contact-row [581,731,815,740]
tulu-dateline: ಮಂಗಳೂರು: [36,530,63,537]
dho-date: ದಿನಾಂಕ: 10-12-2025 [760,741,812,747]
guarantee-body-col1 [30,1095,160,1435]
lead-body3b: ಕೇಂದ್ರೀಯ ತೋಟಗಾರಿಕಾ ಪ್ರಯೋಗ ಕೇಂದ್ರವು ರೈತರಿಗೆ ಸಸಿಗಳನ್ನು ವಿತರಿಸುವ ಹಾಗೂ ತಾಂತ್ರಿಕ ಮಾರ್ಗದರ್ಶನ ನೀಡುವ ಮೂಲಕ ಬೆಂಬಲ ನೀಡುತ್ತಿದೆ. ಸರ್ಕಾರದ ಯೋಜನೆಗಳ ಮೂಲಕ ಸಹಾಯಧನ ಒದಗಿಸಲಾಗುತ್ತಿದೆ ಎಂದು ಅಧಿಕಾರಿಗಳು ತಿಳಿಸಿದರು. [186,361,336,394]
key-plan-label: KEY PLAN [589,1215,623,1222]
side-body3: ಸುಳ್ಳು ಆಪಾದನೆ ಮಾಡಿ 5 ಲಕ್ಷ ರೂ. ಹಣಕ್ಕಾಗಿ ಬೇಡಿಕೆ ಇಟ್ಟ ಆರೋಪದ ಮೇಲೆ ಕುಂದಾಪುರ ಪೊಲೀಸ್ ಠಾಣೆಯಲ್ಲಿ ಪ್ರಕರಣ ದಾಖಲಾಗಿದೆ. ಬೆಳ್ತಂಗಡಿ ತಾಲೂಕಿನ ವ್ಯಕ್ತಿಯೊಬ್ಬರು ದೂರು ನೀಡಿದ್ದು, ಆರೋಪಿಗಳು ಬೆದರಿಕೆ ಹಾಕಿ ಹಣ ಕೇಳಿದ್ದಾರೆ ಎಂದು ಆರೋಪಿಸಲಾಗಿದೆ. ಪೊಲೀಸರು ತನಿಖೆ ಕೈಗೊಂಡಿದ್ದಾರೆ. [668,187,816,220]
khb-sign: ಸಹಿ/- ಮುಖ್ಯ ಇಂಜಿನಿಯರ್, ಕರ್ನಾಟಕ ಗೃಹ ಮಂಡಳಿ, ಬೆಂಗಳೂರು [680,589,812,597]
padayatra-body3: ಅಯೋಧ್ಯೆಯ ರಥ ಸಹಿತ ಆರಂಭವಾದ ಸುಮಾರು 1000 ಕಿಲೋಮೀಟರ್ ಪವಿತ್ರ ಪಾದಯಾತ್ರೆ ಬಪ್ಪನಾಡು ದುರ್ಗಾಪರಮೇಶ್ವರಿ ದೇವಸ್ಥಾನಕ್ಕೆ ಆಗಮಿಸಿತು. ಭಕ್ತರು ಸಾಂಪ್ರದಾಯಿಕ ಸ್ವಾಗತ ನೀಡಿದರು. ಪಾದಯಾತ್ರೆಯಲ್ಲಿ ಹಲವು ಸಂತರು ಮತ್ತು ಭಕ್ತರು ಪಾಲ್ಗೊಂಡಿದ್ದರು. [30,897,140,938]
dho-ref-row [581,740,815,749]
padayatra-photo [146,803,358,938]
notice2-sign2: Sd/- Y.B.Prakyath Rai [845,1238,911,1245]
khb-org: ಕರ್ನಾಟಕ ಗೃಹ ಮಂಡಳಿ [611,492,695,505]
guarantee-body5: ದಕ್ಷಿಣ ಕನ್ನಡ ಜಿಲ್ಲಾ ಮಟ್ಟದ ಗ್ಯಾರಂಟಿ ಫಲಾನುಭವಿಗಳ ಸಮಾವೇಶವನ್ನು ಡಿ.23ರಂದು ನಗರದಲ್ಲಿ ಆಯೋಜಿಸಲಾಗಿದ್ದು, ಕಾರ್ಯಕ್ರಮವನ್ನು ವ್ಯವಸ್ಥಿತವಾಗಿ ನಡೆಸಲು ಎಲ್ಲಾ ಇಲಾಖೆಗಳು ಸಹಕರಿಸಬೇಕು ಎಂದು ಗ್ಯಾರಂಟಿ ಸಮಿತಿ ಜಿಲ್ಲಾಧ್ಯಕ್ಷ ಭರತ್ ಮುಂಡೋಡಿ ಸೂಚಿಸಿದರು. ಜಿಲ್ಲಾ ಪಂಚಾಯತ್ ಸಭಾಂಗಣದಲ್ಲಿ ನಡೆದ ಪೂರ್ವಭಾವಿ ಸಭೆಯಲ್ಲಿ ಅವರು ಮಾತನಾಡಿದರು. ಜಿಲ್ಲೆಯ ಎಲ್ಲಾ ತಾಲೂಕುಗಳಿಂದ ಫಲಾನುಭವಿಗಳು ಭಾಗವಹಿಸಲಿದ್ದು, ಸಾರಿಗೆ ವ್ಯವಸ್ಥೆ, ಊಟೋಪಚಾರ ಹಾಗೂ ಆಸನ ವ್ಯವಸ್ಥೆ ಕುರಿತು ಅಧಿಕಾರಿಗಳಿಗೆ ಜವಾಬ್ದಾರಿ ವಹಿಸಲಾಯಿತು. ಗೃಹಲಕ್ಷ್ಮಿ, ಗೃಹಜ್ಯೋತಿ, ಅನ್ನಭಾಗ್ಯ, ಶಕ್ತಿ ಹಾಗೂ ಯುವನಿಧಿ ಯೋಜನೆಗಳ ಫಲಾನುಭವಿಗಳ ಸಂಖ್ಯೆ 3,80,116 ಇದ್ದು, ಯೋಜನೆಗಳ ಸದುಪಯೋಗದ ಬಗ್ಗೆ ಮಾಹಿತಿ ನೀಡಲಾಗುವುದು. ಕಾರ್ಯಕ್ರಮದಲ್ಲಿ ಸಚಿವರು, ಶಾಸಕರು ಹಾಗೂ ಜನಪ್ರತಿನಿಧಿಗಳು ಉಪಸ್ಥಿತರಿರುವರು ಎಂದರು. ಸಭೆಯಲ್ಲಿ ಜಿಲ್ಲಾ ಪಂಚಾಯತ್ ಮುಖ್ಯ ಕಾರ್ಯನಿರ್ವಹಣಾಧಿಕಾರಿ, ಉಪಾಧ್ಯಕ್ಷರು ಹಾಗೂ ಸದಸ್ಯರು ಉಪಸ್ಥಿತರಿದ್ದರು. [290,1218,408,1357]
tulu-body-col2 [146,683,250,765]
dho-bar [581,749,815,763]
padayatra-body-col1 [30,803,140,1020]
guarantee-body6: ದಕ್ಷಿಣ ಕನ್ನಡ ಜಿಲ್ಲಾ ಮಟ್ಟದ ಗ್ಯಾರಂಟಿ ಫಲಾನುಭವಿಗಳ ಸಮಾವೇಶವನ್ನು ಡಿ.23ರಂದು ನಗರದಲ್ಲಿ ಆಯೋಜಿಸಲಾಗಿದ್ದು, ಕಾರ್ಯಕ್ರಮವನ್ನು ವ್ಯವಸ್ಥಿತವಾಗಿ ನಡೆಸಲು ಎಲ್ಲಾ ಇಲಾಖೆಗಳು ಸಹಕರಿಸಬೇಕು ಎಂದು ಗ್ಯಾರಂಟಿ ಸಮಿತಿ ಜಿಲ್ಲಾಧ್ಯಕ್ಷ ಭರತ್ ಮುಂಡೋಡಿ ಸೂಚಿಸಿದರು. ಜಿಲ್ಲಾ ಪಂಚಾಯತ್ ಸಭಾಂಗಣದಲ್ಲಿ ನಡೆದ ಪೂರ್ವಭಾವಿ ಸಭೆಯಲ್ಲಿ ಅವರು ಮಾತನಾಡಿದರು. ಜಿಲ್ಲೆಯ ಎಲ್ಲಾ ತಾಲೂಕುಗಳಿಂದ ಫಲಾನುಭವಿಗಳು ಭಾಗವಹಿಸಲಿದ್ದು, ಸಾರಿಗೆ ವ್ಯವಸ್ಥೆ, ಊಟೋಪಚಾರ ಹಾಗೂ ಆಸನ ವ್ಯವಸ್ಥೆ ಕುರಿತು ಅಧಿಕಾರಿಗಳಿಗೆ ಜವಾಬ್ದಾರಿ ವಹಿಸಲಾಯಿತು. ಗೃಹಲಕ್ಷ್ಮಿ, ಗೃಹಜ್ಯೋತಿ, ಅನ್ನಭಾಗ್ಯ, ಶಕ್ತಿ ಹಾಗೂ ಯುವನಿಧಿ ಯೋಜನೆಗಳ ಫಲಾನುಭವಿಗಳ ಸಂಖ್ಯೆ 3,80,116 ಇದ್ದು, ಯೋಜನೆಗಳ ಸದುಪಯೋಗದ ಬಗ್ಗೆ ಮಾಹಿತಿ ನೀಡಲಾಗುವುದು. ಕಾರ್ಯಕ್ರಮದಲ್ಲಿ ಸಚಿವರು, ಶಾಸಕರು ಹಾಗೂ ಜನಪ್ರತಿನಿಧಿಗಳು ಉಪಸ್ಥಿತರಿರುವರು ಎಂದರು. ಸಭೆಯಲ್ಲಿ ಜಿಲ್ಲಾ ಪಂಚಾಯತ್ ಮುಖ್ಯ ಕಾರ್ಯನಿರ್ವಹಣಾಧಿಕಾರಿ, ಉಪಾಧ್ಯಕ್ಷರು ಹಾಗೂ ಸದಸ್ಯರು ಉಪಸ್ಥಿತರಿದ್ದರು. [290,1359,408,1498]
tulu-body3: ಐವತ್ತೈದು ವರ್ಷಗಳಿಂದ ತುಳು ಕೂಟ ತುಳು ಭಾಷೆ, ಸಾಹಿತ್ಯ, ಸಂಸ್ಕೃತಿ ಕ್ಷೇತ್ರಗಳ ಪೋಷಣೆಗೆ ನೀಡಿರುವ ಕೊಡುಗೆ ಅನನ್ಯ ಎಂದು ಮಂಗಳೂರಿನ ಹಿರಿಯ ಸಾಹಿತಿ ಚಿತ್ತ ರಂಜನ್ ಹೇಳಿದರು. ತುಳು ಕೂಟದ ಆಶ್ರಯದಲ್ಲಿ ನಡೆದ ತುಳು ತಾಳಮದ್ದಳೆ ಸಪ್ತಾಹವನ್ನು ಉದ್ಘಾಟಿಸಿ ಅವರು ಮಾತನಾಡಿದರು. ಕಾರ್ಯಕ್ರಮದಲ್ಲಿ ಗಣ್ಯರು ಉಪಸ್ಥಿತರಿದ್ದರು. [146,683,250,740]
lead-headline: ಆಫ್ ಸೀಸನ್‌ಗೆ ಕೊಡಗಿನತ್ತ ಲಿಚಿ ಚಿತ್ತ? [30,87,542,135]
guarantee-body1: ದಕ್ಷಿಣ ಕನ್ನಡ ಜಿಲ್ಲಾ ಮಟ್ಟದ ಗ್ಯಾರಂಟಿ ಫಲಾನುಭವಿಗಳ ಸಮಾವೇಶವನ್ನು ಡಿ.23ರಂದು ನಗರದಲ್ಲಿ ಆಯೋಜಿಸಲಾಗಿದ್ದು, ಕಾರ್ಯಕ್ರಮವನ್ನು ವ್ಯವಸ್ಥಿತವಾಗಿ ನಡೆಸಲು ಎಲ್ಲಾ ಇಲಾಖೆಗಳು ಸಹಕರಿಸಬೇಕು ಎಂದು ಗ್ಯಾರಂಟಿ ಸಮಿತಿ ಜಿಲ್ಲಾಧ್ಯಕ್ಷ ಭರತ್ ಮುಂಡೋಡಿ ಸೂಚಿಸಿದರು. ಜಿಲ್ಲಾ ಪಂಚಾಯತ್ ಸಭಾಂಗಣದಲ್ಲಿ ನಡೆದ ಪೂರ್ವಭಾವಿ ಸಭೆಯಲ್ಲಿ ಅವರು ಮಾತನಾಡಿದರು. ಜಿಲ್ಲೆಯ ಎಲ್ಲಾ ತಾಲೂಕುಗಳಿಂದ ಫಲಾನುಭವಿಗಳು ಭಾಗವಹಿಸಲಿದ್ದು, ಸಾರಿಗೆ ವ್ಯವಸ್ಥೆ, ಊಟೋಪಚಾರ ಹಾಗೂ ಆಸನ ವ್ಯವಸ್ಥೆ ಕುರಿತು ಅಧಿಕಾರಿಗಳಿಗೆ ಜವಾಬ್ದಾರಿ ವಹಿಸಲಾಯಿತು. ಗೃಹಲಕ್ಷ್ಮಿ, ಗೃಹಜ್ಯೋತಿ, ಅನ್ನಭಾಗ್ಯ, ಶಕ್ತಿ ಹಾಗೂ ಯುವನಿಧಿ ಯೋಜನೆಗಳ ಫಲಾನುಭವಿಗಳ ಸಂಖ್ಯೆ 3,80,116 ಇದ್ದು, ಯೋಜನೆಗಳ ಸದುಪಯೋಗದ ಬಗ್ಗೆ ಮಾಹಿತಿ ನೀಡಲಾಗುವುದು. ಕಾರ್ಯಕ್ರಮದಲ್ಲಿ ಸಚಿವರು, ಶಾಸಕರು ಹಾಗೂ ಜನಪ್ರತಿನಿಧಿಗಳು ಉಪಸ್ಥಿತರಿರುವರು ಎಂದರು. ಸಭೆಯಲ್ಲಿ ಜಿಲ್ಲಾ ಪಂಚಾಯತ್ ಮುಖ್ಯ ಕಾರ್ಯನಿರ್ವಹಣಾಧಿಕಾರಿ, ಉಪಾಧ್ಯಕ್ಷರು ಹಾಗೂ ಸದಸ್ಯರು ಉಪಸ್ಥಿತರಿದ್ದರು. [30,1095,160,1226]
padayatra-body2: ಅಯೋಧ್ಯೆಯ ರಥ ಸಹಿತ ಆರಂಭವಾದ ಸುಮಾರು 1000 ಕಿಲೋಮೀಟರ್ ಪವಿತ್ರ ಪಾದಯಾತ್ರೆ ಬಪ್ಪನಾಡು ದುರ್ಗಾಪರಮೇಶ್ವರಿ ದೇವಸ್ಥಾನಕ್ಕೆ ಆಗಮಿಸಿತು. ಭಕ್ತರು ಸಾಂಪ್ರದಾಯಿಕ ಸ್ವಾಗತ ನೀಡಿದರು. ಪಾದಯಾತ್ರೆಯಲ್ಲಿ ಹಲವು ಸಂತರು ಮತ್ತು ಭಕ್ತರು ಪಾಲ್ಗೊಂಡಿದ್ದರು. [30,854,140,895]
notice2-sign1-role: Court of the District Judge of D.K. Mangalore [830,1220,926,1235]
conf-body6: ಮಂಗಳೂರು ವಿಶ್ವವಿದ್ಯಾನಿಲಯದ ಸಸ್ಯಶಾಸ್ತ್ರ ವಿಭಾಗದ ವತಿಯಿಂದ ಆಯುಷ್ ಸಚಿವಾಲಯದ ಸಹಯೋಗದೊಂದಿಗೆ ಔಷಧೀಯ ಸಸ್ಯಗಳ ರಾಷ್ಟ್ರೀಯ ಸಮ್ಮೇಳನ ಡಿ.12 ಮತ್ತು 13ರಂದು ನಡೆಯಲಿದೆ. ದೇಶದ ವಿವಿಧ ಭಾಗಗಳಿಂದ ವಿಜ್ಞಾನಿಗಳು, ಸಂಶೋಧಕರು ಪಾಲ್ಗೊಳ್ಳಲಿದ್ದಾರೆ ಎಂದು ಸಂಘಟಕರು ಪತ್ರಿಕಾಗೋಷ್ಠಿಯಲ್ಲಿ ತಿಳಿಸಿದರು. ಸಮ್ಮೇಳನದಲ್ಲಿ ಔಷಧೀಯ ಸಸ್ಯಗಳ ಸಂರಕ್ಷಣೆ, ಕೃಷಿ ಹಾಗೂ ಮಾರುಕಟ್ಟೆ ಕುರಿತು ಉಪನ್ಯಾಸಗಳು ನಡೆಯಲಿವೆ. ಪ್ರಬಂಧ ಮಂಡನೆ, ಪೋಸ್ಟರ್ ಪ್ರಸ್ತುತಿ ಮತ್ತು ವಸ್ತು ಪ್ರದರ್ಶನ ಆಯೋಜಿಸಲಾಗಿದೆ. [474,742,574,832]
side-dateline: ಕುಂದಾಪುರ: [674,110,698,117]
dho-email: ಇ-ಮೇಲ್: dhodkannada2019@gmail.com [584,732,698,738]
dho-org: ಜಿಲ್ಲಾ ಆರೋಗ್ಯ ಮತ್ತು ಕುಟುಂಬ ಕಲ್ಯಾಣ ಅಧಿಕಾರಿ ಕಚೇರಿ, [618,711,778,721]
cyan-dot [95,1452,104,1461]
dho-phone: ದೂರವಾಣಿ ಸಂಖ್ಯೆ: 0824-2423671 [732,732,812,738]
padayatra-body-col3 [255,943,359,1020]
table-cell: 0-12 [887,1042,911,1051]
press-meet-photo [369,525,574,645]
rule-padayatra [30,770,360,771]
page-number: 06 [905,3,929,23]
table-cell: Middle [910,1042,930,1051]
mda-addr: ಜೆ.ಎಲ್.ಬಿ.ರಸ್ತೆ, ಮೈಸೂರು - 570 005. [611,1025,718,1034]
conf-body2: ಮಂಗಳೂರು ವಿಶ್ವವಿದ್ಯಾನಿಲಯದ ಸಸ್ಯಶಾಸ್ತ್ರ ವಿಭಾಗದ ವತಿಯಿಂದ ಆಯುಷ್ ಸಚಿವಾಲಯದ ಸಹಯೋಗದೊಂದಿಗೆ ಔಷಧೀಯ ಸಸ್ಯಗಳ ರಾಷ್ಟ್ರೀಯ ಸಮ್ಮೇಳನ ಡಿ.12 ಮತ್ತು 13ರಂದು ನಡೆಯಲಿದೆ. ದೇಶದ ವಿವಿಧ ಭಾಗಗಳಿಂದ ವಿಜ್ಞಾನಿಗಳು, ಸಂಶೋಧಕರು ಪಾಲ್ಗೊಳ್ಳಲಿದ್ದಾರೆ ಎಂದು ಸಂಘಟಕರು ಪತ್ರಿಕಾಗೋಷ್ಠಿಯಲ್ಲಿ ತಿಳಿಸಿದರು. ಸಮ್ಮೇಳನದಲ್ಲಿ ಔಷಧೀಯ ಸಸ್ಯಗಳ ಸಂರಕ್ಷಣೆ, ಕೃಷಿ ಹಾಗೂ ಮಾರುಕಟ್ಟೆ ಕುರಿತು ಉಪನ್ಯಾಸಗಳು ನಡೆಯಲಿವೆ. ಪ್ರಬಂಧ ಮಂಡನೆ, ಪೋಸ್ಟರ್ ಪ್ರಸ್ತುತಿ ಮತ್ತು ವಸ್ತು ಪ್ರದರ್ಶನ ಆಯೋಜಿಸಲಾಗಿದೆ. [369,742,469,832]
city-tag: ಮಂಗಳೂರು [30,4,160,24]
yellow-dot [117,1452,126,1461]
lead-dateline: ಮಡಿಕೇರಿ: [36,145,56,152]
paper-logo [780,5,850,20]
notice1-sign1-role: Advocate and Chits Nominee Mangalore [848,357,931,372]
black-dot [128,1452,137,1461]
notice2-item1: Item No(1): Immovable non-agricultural property situated in Kodialbail 'A' Village of Mangalore Taluk within Kambla Ward of Mangalore City Corporation within the Sub Registration District of Mangalore City and comprised in: [825,966,931,1021]
table-cell: 313/1 [848,1169,869,1178]
notice1-title: NOTICE [866,155,892,162]
notice2-given: Given under my hand and seal of the court on this the 10th day of December 2025. [825,1180,930,1203]
lead-body2b: ಲಿಚಿಯಲ್ಲಿರುವ ಪೋಷಕಾಂಶಗಳು ಮತ್ತು ಉತ್ಕರ್ಷಣ ನಿರೋಧಕಗಳು ರೋಗನಿರೋಧಕ ಶಕ್ತಿಯನ್ನು ಹೆಚ್ಚಿಸುತ್ತವೆ. ವಿಟಮಿನ್ ಸಿ ಸಮೃದ್ಧ ಹಣ್ಣಾಗಿರುವುದರಿಂದ ಆರೋಗ್ಯಕ್ಕೆ ಉಪಯುಕ್ತ ಎಂದು ತಜ್ಞರು ತಿಳಿಸಿದ್ದಾರೆ. ಕೊಡಗಿನ ರೈತರಿಗೆ ಉತ್ತಮ ಆದಾಯ ಮೂಲವಾಗುವ ಸಾಧ್ಯತೆ ಇದೆ. [186,327,336,359]
column-rule-2 [364,488,365,1023]
magenta-dot [106,1452,115,1461]
table-cell: Converted [870,1170,896,1176]
dho-dept: ದಕ್ಷಿಣ ಕನ್ನಡ ಜಿಲ್ಲಾ ಪಂಚಾಯತ್ [660,702,736,710]
yellow-dot [827,1452,836,1461]
notice2-and: AND [871,732,885,739]
conf-dateline: ಉಳ್ಳಾಲ: [375,650,393,657]
mda-body2: ಕರ್ನಾಟಕ ನಗರ ಮತ್ತು ಗ್ರಾಮಾಂತರ ಯೋಜನಾ ಕಾಯ್ದೆ 1961ರ ಪ್ರಕರಣ 14(ಎ)ರನ್ವಯ ಮೈಸೂರು ತಾಲ್ಲೂಕು, ಕಸಬಾ ಹೋಬಳಿ, ಸರ್ವೆ ನಂಬರ್‌ನಲ್ಲಿನ ಜಮೀನಿನ ಭೂ ಉಪಯೋಗ ಬದಲಾವಣೆಗೆ ಸಂಬಂಧಿಸಿದಂತೆ ಸಾರ್ವಜನಿಕರಿಂದ ಆಕ್ಷೇಪಣೆಗಳನ್ನು ಆಹ್ವಾನಿಸಲಾಗಿದೆ. ಆಕ್ಷೇಪಣೆಗಳಿದ್ದಲ್ಲಿ ಈ ಪ್ರಕಟಣೆ ಪ್ರಕಟವಾದ 15 ದಿನಗಳೊಳಗಾಗಿ ಲಿಖಿತ ರೂಪದಲ್ಲಿ ಆಯುಕ್ತರು, ಮೈಸೂರು ಅಭಿವೃದ್ಧಿ ಪ್ರಾಧಿಕಾರ, ಮೈಸೂರು-570005 ಇವರಿಗೆ ಸಲ್ಲಿಸತಕ್ಕದ್ದು. [584,1099,812,1132]
table-head-cell: T.S. No. [843,1025,860,1042]
guarantee-body8: ದಕ್ಷಿಣ ಕನ್ನಡ ಜಿಲ್ಲಾ ಮಟ್ಟದ ಗ್ಯಾರಂಟಿ ಫಲಾನುಭವಿಗಳ ಸಮಾವೇಶವನ್ನು ಡಿ.23ರಂದು ನಗರದಲ್ಲಿ ಆಯೋಜಿಸಲಾಗಿದ್ದು, ಕಾರ್ಯಕ್ರಮವನ್ನು ವ್ಯವಸ್ಥಿತವಾಗಿ ನಡೆಸಲು ಎಲ್ಲಾ ಇಲಾಖೆಗಳು ಸಹಕರಿಸಬೇಕು ಎಂದು ಗ್ಯಾರಂಟಿ ಸಮಿತಿ ಜಿಲ್ಲಾಧ್ಯಕ್ಷ ಭರತ್ ಮುಂಡೋಡಿ ಸೂಚಿಸಿದರು. ಜಿಲ್ಲಾ ಪಂಚಾಯತ್ ಸಭಾಂಗಣದಲ್ಲಿ ನಡೆದ ಪೂರ್ವಭಾವಿ ಸಭೆಯಲ್ಲಿ ಅವರು ಮಾತನಾಡಿದರು. ಜಿಲ್ಲೆಯ ಎಲ್ಲಾ ತಾಲೂಕುಗಳಿಂದ ಫಲಾನುಭವಿಗಳು ಭಾಗವಹಿಸಲಿದ್ದು, ಸಾರಿಗೆ ವ್ಯವಸ್ಥೆ, ಊಟೋಪಚಾರ ಹಾಗೂ ಆಸನ ವ್ಯವಸ್ಥೆ ಕುರಿತು ಅಧಿಕಾರಿಗಳಿಗೆ ಜವಾಬ್ದಾರಿ ವಹಿಸಲಾಯಿತು. ಗೃಹಲಕ್ಷ್ಮಿ, ಗೃಹಜ್ಯೋತಿ, ಅನ್ನಭಾಗ್ಯ, ಶಕ್ತಿ ಹಾಗೂ ಯುವನಿಧಿ ಯೋಜನೆಗಳ ಫಲಾನುಭವಿಗಳ ಸಂಖ್ಯೆ 3,80,116 ಇದ್ದು, ಯೋಜನೆಗಳ ಸದುಪಯೋಗದ ಬಗ್ಗೆ ಮಾಹಿತಿ ನೀಡಲಾಗುವುದು. ಕಾರ್ಯಕ್ರಮದಲ್ಲಿ ಸಚಿವರು, ಶಾಸಕರು ಹಾಗೂ ಜನಪ್ರತಿನಿಧಿಗಳು ಉಪಸ್ಥಿತರಿರುವರು ಎಂದರು. ಸಭೆಯಲ್ಲಿ ಜಿಲ್ಲಾ ಪಂಚಾಯತ್ ಮುಖ್ಯ ಕಾರ್ಯನಿರ್ವಹಣಾಧಿಕಾರಿ, ಉಪಾಧ್ಯಕ್ಷರು ಹಾಗೂ ಸದಸ್ಯರು ಉಪಸ್ಥಿತರಿದ್ದರು. [414,1318,492,1539]
press-club-banner: ಉಳ್ಳಾಲ ಪ್ರೆಸ್ ಕ್ಲಬ್ [429,529,519,543]
tulu-body2: ಐವತ್ತೈದು ವರ್ಷಗಳಿಂದ ತುಳು ಕೂಟ ತುಳು ಭಾಷೆ, ಸಾಹಿತ್ಯ, ಸಂಸ್ಕೃತಿ ಕ್ಷೇತ್ರಗಳ ಪೋಷಣೆಗೆ ನೀಡಿರುವ ಕೊಡುಗೆ ಅನನ್ಯ ಎಂದು ಮಂಗಳೂರಿನ ಹಿರಿಯ ಸಾಹಿತಿ ಚಿತ್ತ ರಂಜನ್ ಹೇಳಿದರು. ತುಳು ಕೂಟದ ಆಶ್ರಯದಲ್ಲಿ ನಡೆದ ತುಳು ತಾಳಮದ್ದಳೆ ಸಪ್ತಾಹವನ್ನು ಉದ್ಘಾಟಿಸಿ ಅವರು ಮಾತನಾಡಿದರು. ಕಾರ್ಯಕ್ರಮದಲ್ಲಿ ಗಣ್ಯರು ಉಪಸ್ಥಿತರಿದ್ದರು. [30,589,140,646]
magenta-dot [816,1452,825,1461]
khb-emblem-icon [584,492,606,514]
court-notice-chits [823,55,935,485]
notice2-item2: Item No(2): Immovable non-agricultural property situated in Kodialbail 'A' Village of Mangalore Taluk within Kambla Ward of Mangalore City Corporation within the Sub Registration District of Mangalore City and comprised in: [825,1101,931,1156]
lead-body3d: ಕೇಂದ್ರೀಯ ತೋಟಗಾರಿಕಾ ಪ್ರಯೋಗ ಕೇಂದ್ರವು ರೈತರಿಗೆ ಸಸಿಗಳನ್ನು ವಿತರಿಸುವ ಹಾಗೂ ತಾಂತ್ರಿಕ ಮಾರ್ಗದರ್ಶನ ನೀಡುವ ಮೂಲಕ ಬೆಂಬಲ ನೀಡುತ್ತಿದೆ. ಸರ್ಕಾರದ ಯೋಜನೆಗಳ ಮೂಲಕ ಸಹಾಯಧನ ಒದಗಿಸಲಾಗುತ್ತಿದೆ ಎಂದು ಅಧಿಕಾರಿಗಳು ತಿಳಿಸಿದರು. [503,371,655,404]
table-row [826,1042,931,1051]
lead-body1: ದೇಶದ ಬಿಹಾರ, ಒಡಿಶಾ ಮತ್ತು ಪಶ್ಚಿಮ ಬಂಗಾಳದ ಸಾಂಪ್ರದಾಯಿಕ ಬೆಳೆಯಾದ ಲಿಚಿಯನ್ನು ಕೊಡಗು ಜಿಲ್ಲೆಯಲ್ಲಿ ಆಫ್ ಸೀಸನ್ ಬೆಳೆಯಾಗಿ ಬೆಳೆಯಲು ವಿಫುಲ ಅವಕಾಶಗಳಿವೆ ಎಂದು ತಜ್ಞರು ಅಭಿಪ್ರಾಯಪಟ್ಟಿದ್ದಾರೆ. ಜಿಲ್ಲೆಯ ಹವಾಮಾನ ಈ ಬೆಳೆಗೆ ಸೂಕ್ತವಾಗಿದ್ದು, ರೈತರು ಹೆಚ್ಚಿನ ಆಸಕ್ತಿ ತೋರುತ್ತಿದ್ದಾರೆ. ಕೊಡಗಿನ ವೈವಿಧ್ಯಮಯ ಕೇಂದ್ರೀಯ ತೋಟಗಾರಿಕಾ ಪ್ರಯೋಗ ಕೇಂದ್ರದಲ್ಲಿ ನಡೆದ ಲಿಚಿ ಕೃಷಿ ಕುರಿತ ಮಾಹಿತಿ ಕಾರ್ಯಾಗಾರದಲ್ಲಿ ಈ ಬಗ್ಗೆ ಚರ್ಚಿಸಲಾಯಿತು. [30,145,180,202]
notice1-and: And [873,131,885,138]
